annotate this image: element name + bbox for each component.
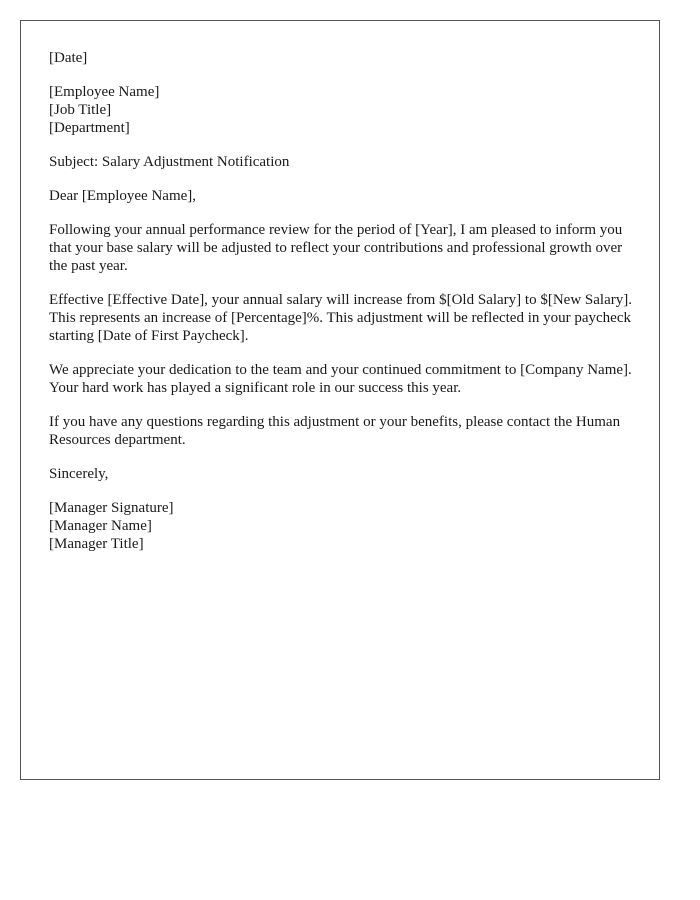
manager-title: [Manager Title] (49, 536, 144, 552)
greeting: Dear [Employee Name], (49, 188, 197, 204)
manager-signature: [Manager Signature] (49, 500, 174, 516)
recipient-block (49, 83, 639, 137)
recipient-name: [Employee Name] (49, 84, 160, 100)
subject-line: Subject: Salary Adjustment Notification (49, 154, 290, 170)
letter-date: [Date] (49, 50, 88, 66)
letter-content (49, 49, 639, 569)
closing: Sincerely, (49, 466, 109, 482)
body-paragraph-appreciation: We appreciate your dedication to the team and your continued commitment to [Company Name]. Your hard work has played a significant role in our success this year. (49, 362, 632, 396)
letter-page (20, 20, 660, 780)
signature-block (49, 499, 639, 553)
date-block (49, 49, 639, 67)
body-paragraph-salary: Effective [Effective Date], your annual salary will increase from $[Old Salary] to $[New Salary]. This represents an increase of [Percentage]%. This adjustment will be reflected in your paycheck starting [Date of First Paycheck]. (49, 292, 632, 344)
body-paragraph-contact: If you have any questions regarding this adjustment or your benefits, please contact the Human Resources department. (49, 414, 621, 448)
manager-name: [Manager Name] (49, 518, 152, 534)
recipient-title: [Job Title] (49, 102, 112, 118)
recipient-department: [Department] (49, 120, 130, 136)
body-paragraph-review: Following your annual performance review for the period of [Year], I am pleased to inform you that your base salary will be adjusted to reflect your contributions and professional growth over the past year. (49, 222, 623, 274)
